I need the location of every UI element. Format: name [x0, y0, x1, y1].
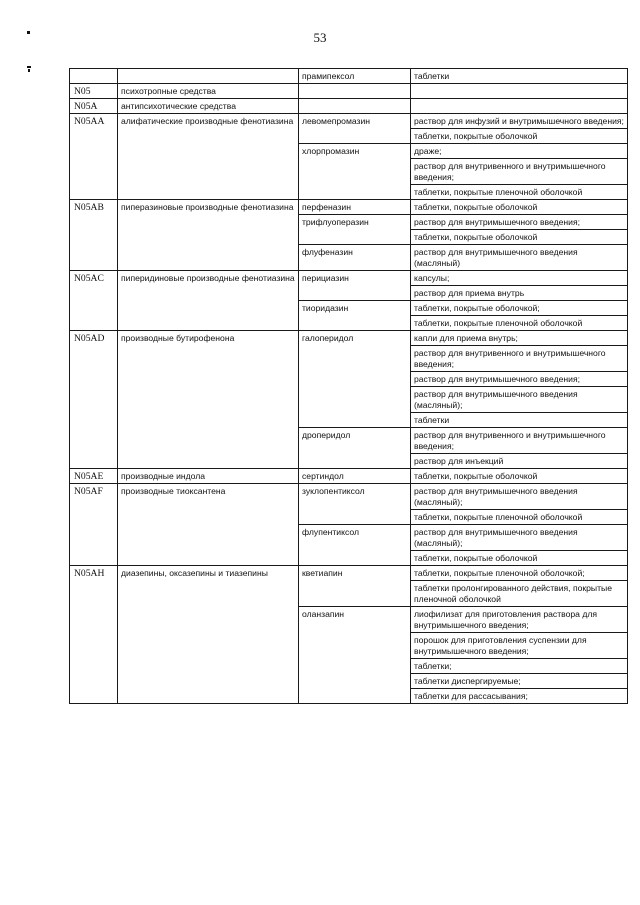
- dosage-form-cell: драже;: [411, 144, 628, 159]
- table-row: [70, 566, 628, 581]
- drug-name-cell: кветиапин: [299, 566, 411, 607]
- dosage-form-cell: лиофилизат для приготовления раствора для внутримышечного введения;: [411, 607, 628, 633]
- dosage-form-cell: таблетки, покрытые пленочной оболочкой: [411, 185, 628, 200]
- atc-code-cell: N05AC: [70, 271, 118, 331]
- atc-code-cell: N05AE: [70, 469, 118, 484]
- drug-name-cell: флуфеназин: [299, 245, 411, 271]
- dosage-form-cell: раствор для внутримышечного введения (масляный);: [411, 525, 628, 551]
- scan-mark: [27, 31, 30, 34]
- atc-code-cell: N05AH: [70, 566, 118, 704]
- group-name-cell: антипсихотические средства: [118, 99, 299, 114]
- scan-mark: [27, 66, 31, 68]
- group-name-cell: алифатические производные фенотиазина: [118, 114, 299, 200]
- atc-code-cell: N05AD: [70, 331, 118, 469]
- dosage-form-cell: порошок для приготовления суспензии для внутримышечного введения;: [411, 633, 628, 659]
- group-name-cell: [118, 69, 299, 84]
- dosage-form-cell: таблетки: [411, 69, 628, 84]
- dosage-form-cell: раствор для внутримышечного введения (масляный);: [411, 387, 628, 413]
- table-row: [70, 331, 628, 346]
- drug-table: [69, 68, 628, 704]
- drug-name-cell: перфеназин: [299, 200, 411, 215]
- drug-name-cell: трифлуоперазин: [299, 215, 411, 245]
- dosage-form-cell: раствор для внутривенного и внутримышечного введения;: [411, 428, 628, 454]
- dosage-form-cell: раствор для внутримышечного введения (масляный): [411, 245, 628, 271]
- group-name-cell: пиперазиновые производные фенотиазина: [118, 200, 299, 271]
- drug-name-cell: левомепромазин: [299, 114, 411, 144]
- dosage-form-cell: таблетки, покрытые пленочной оболочкой;: [411, 566, 628, 581]
- dosage-form-cell: раствор для инъекций: [411, 454, 628, 469]
- dosage-form-cell: [411, 99, 628, 114]
- dosage-form-cell: таблетки, покрытые оболочкой;: [411, 301, 628, 316]
- page-number: 53: [313, 30, 327, 45]
- table-row: [70, 69, 628, 84]
- table-row: [70, 271, 628, 286]
- dosage-form-cell: таблетки, покрытые оболочкой: [411, 230, 628, 245]
- scan-mark: [28, 69, 30, 72]
- table-row: [70, 99, 628, 114]
- dosage-form-cell: таблетки;: [411, 659, 628, 674]
- drug-name-cell: галоперидол: [299, 331, 411, 428]
- table-row: [70, 200, 628, 215]
- drug-name-cell: флупентиксол: [299, 525, 411, 566]
- dosage-form-cell: раствор для внутривенного и внутримышечного введения;: [411, 346, 628, 372]
- drug-name-cell: оланзапин: [299, 607, 411, 704]
- group-name-cell: производные тиоксантена: [118, 484, 299, 566]
- drug-name-cell: зуклопентиксол: [299, 484, 411, 525]
- dosage-form-cell: таблетки для рассасывания;: [411, 689, 628, 704]
- drug-name-cell: прамипексол: [299, 69, 411, 84]
- drug-table-body: [70, 69, 628, 704]
- table-row: [70, 114, 628, 129]
- dosage-form-cell: раствор для инфузий и внутримышечного введения;: [411, 114, 628, 129]
- dosage-form-cell: раствор для внутримышечного введения;: [411, 372, 628, 387]
- dosage-form-cell: раствор для внутримышечного введения (масляный);: [411, 484, 628, 510]
- dosage-form-cell: капли для приема внутрь;: [411, 331, 628, 346]
- dosage-form-cell: таблетки, покрытые оболочкой: [411, 200, 628, 215]
- table-row: [70, 469, 628, 484]
- dosage-form-cell: таблетки диспергируемые;: [411, 674, 628, 689]
- atc-code-cell: N05: [70, 84, 118, 99]
- atc-code-cell: N05AF: [70, 484, 118, 566]
- drug-name-cell: тиоридазин: [299, 301, 411, 331]
- dosage-form-cell: таблетки, покрытые оболочкой: [411, 469, 628, 484]
- dosage-form-cell: таблетки, покрытые оболочкой: [411, 129, 628, 144]
- dosage-form-cell: таблетки, покрытые пленочной оболочкой: [411, 510, 628, 525]
- dosage-form-cell: таблетки пролонгированного действия, покрытые пленочной оболочкой: [411, 581, 628, 607]
- table-row: [70, 84, 628, 99]
- dosage-form-cell: раствор для приема внутрь: [411, 286, 628, 301]
- dosage-form-cell: капсулы;: [411, 271, 628, 286]
- atc-code-cell: [70, 69, 118, 84]
- dosage-form-cell: раствор для внутримышечного введения;: [411, 215, 628, 230]
- dosage-form-cell: таблетки, покрытые пленочной оболочкой: [411, 316, 628, 331]
- atc-code-cell: N05AA: [70, 114, 118, 200]
- drug-name-cell: [299, 99, 411, 114]
- atc-code-cell: N05AB: [70, 200, 118, 271]
- dosage-form-cell: таблетки, покрытые оболочкой: [411, 551, 628, 566]
- dosage-form-cell: раствор для внутривенного и внутримышечного введения;: [411, 159, 628, 185]
- group-name-cell: диазепины, оксазепины и тиазепины: [118, 566, 299, 704]
- table-row: [70, 484, 628, 510]
- drug-name-cell: дроперидол: [299, 428, 411, 469]
- group-name-cell: пиперидиновые производные фенотиазина: [118, 271, 299, 331]
- atc-code-cell: N05A: [70, 99, 118, 114]
- drug-name-cell: хлорпромазин: [299, 144, 411, 200]
- group-name-cell: производные бутирофенона: [118, 331, 299, 469]
- drug-name-cell: перициазин: [299, 271, 411, 301]
- dosage-form-cell: таблетки: [411, 413, 628, 428]
- group-name-cell: психотропные средства: [118, 84, 299, 99]
- drug-name-cell: сертиндол: [299, 469, 411, 484]
- dosage-form-cell: [411, 84, 628, 99]
- group-name-cell: производные индола: [118, 469, 299, 484]
- drug-name-cell: [299, 84, 411, 99]
